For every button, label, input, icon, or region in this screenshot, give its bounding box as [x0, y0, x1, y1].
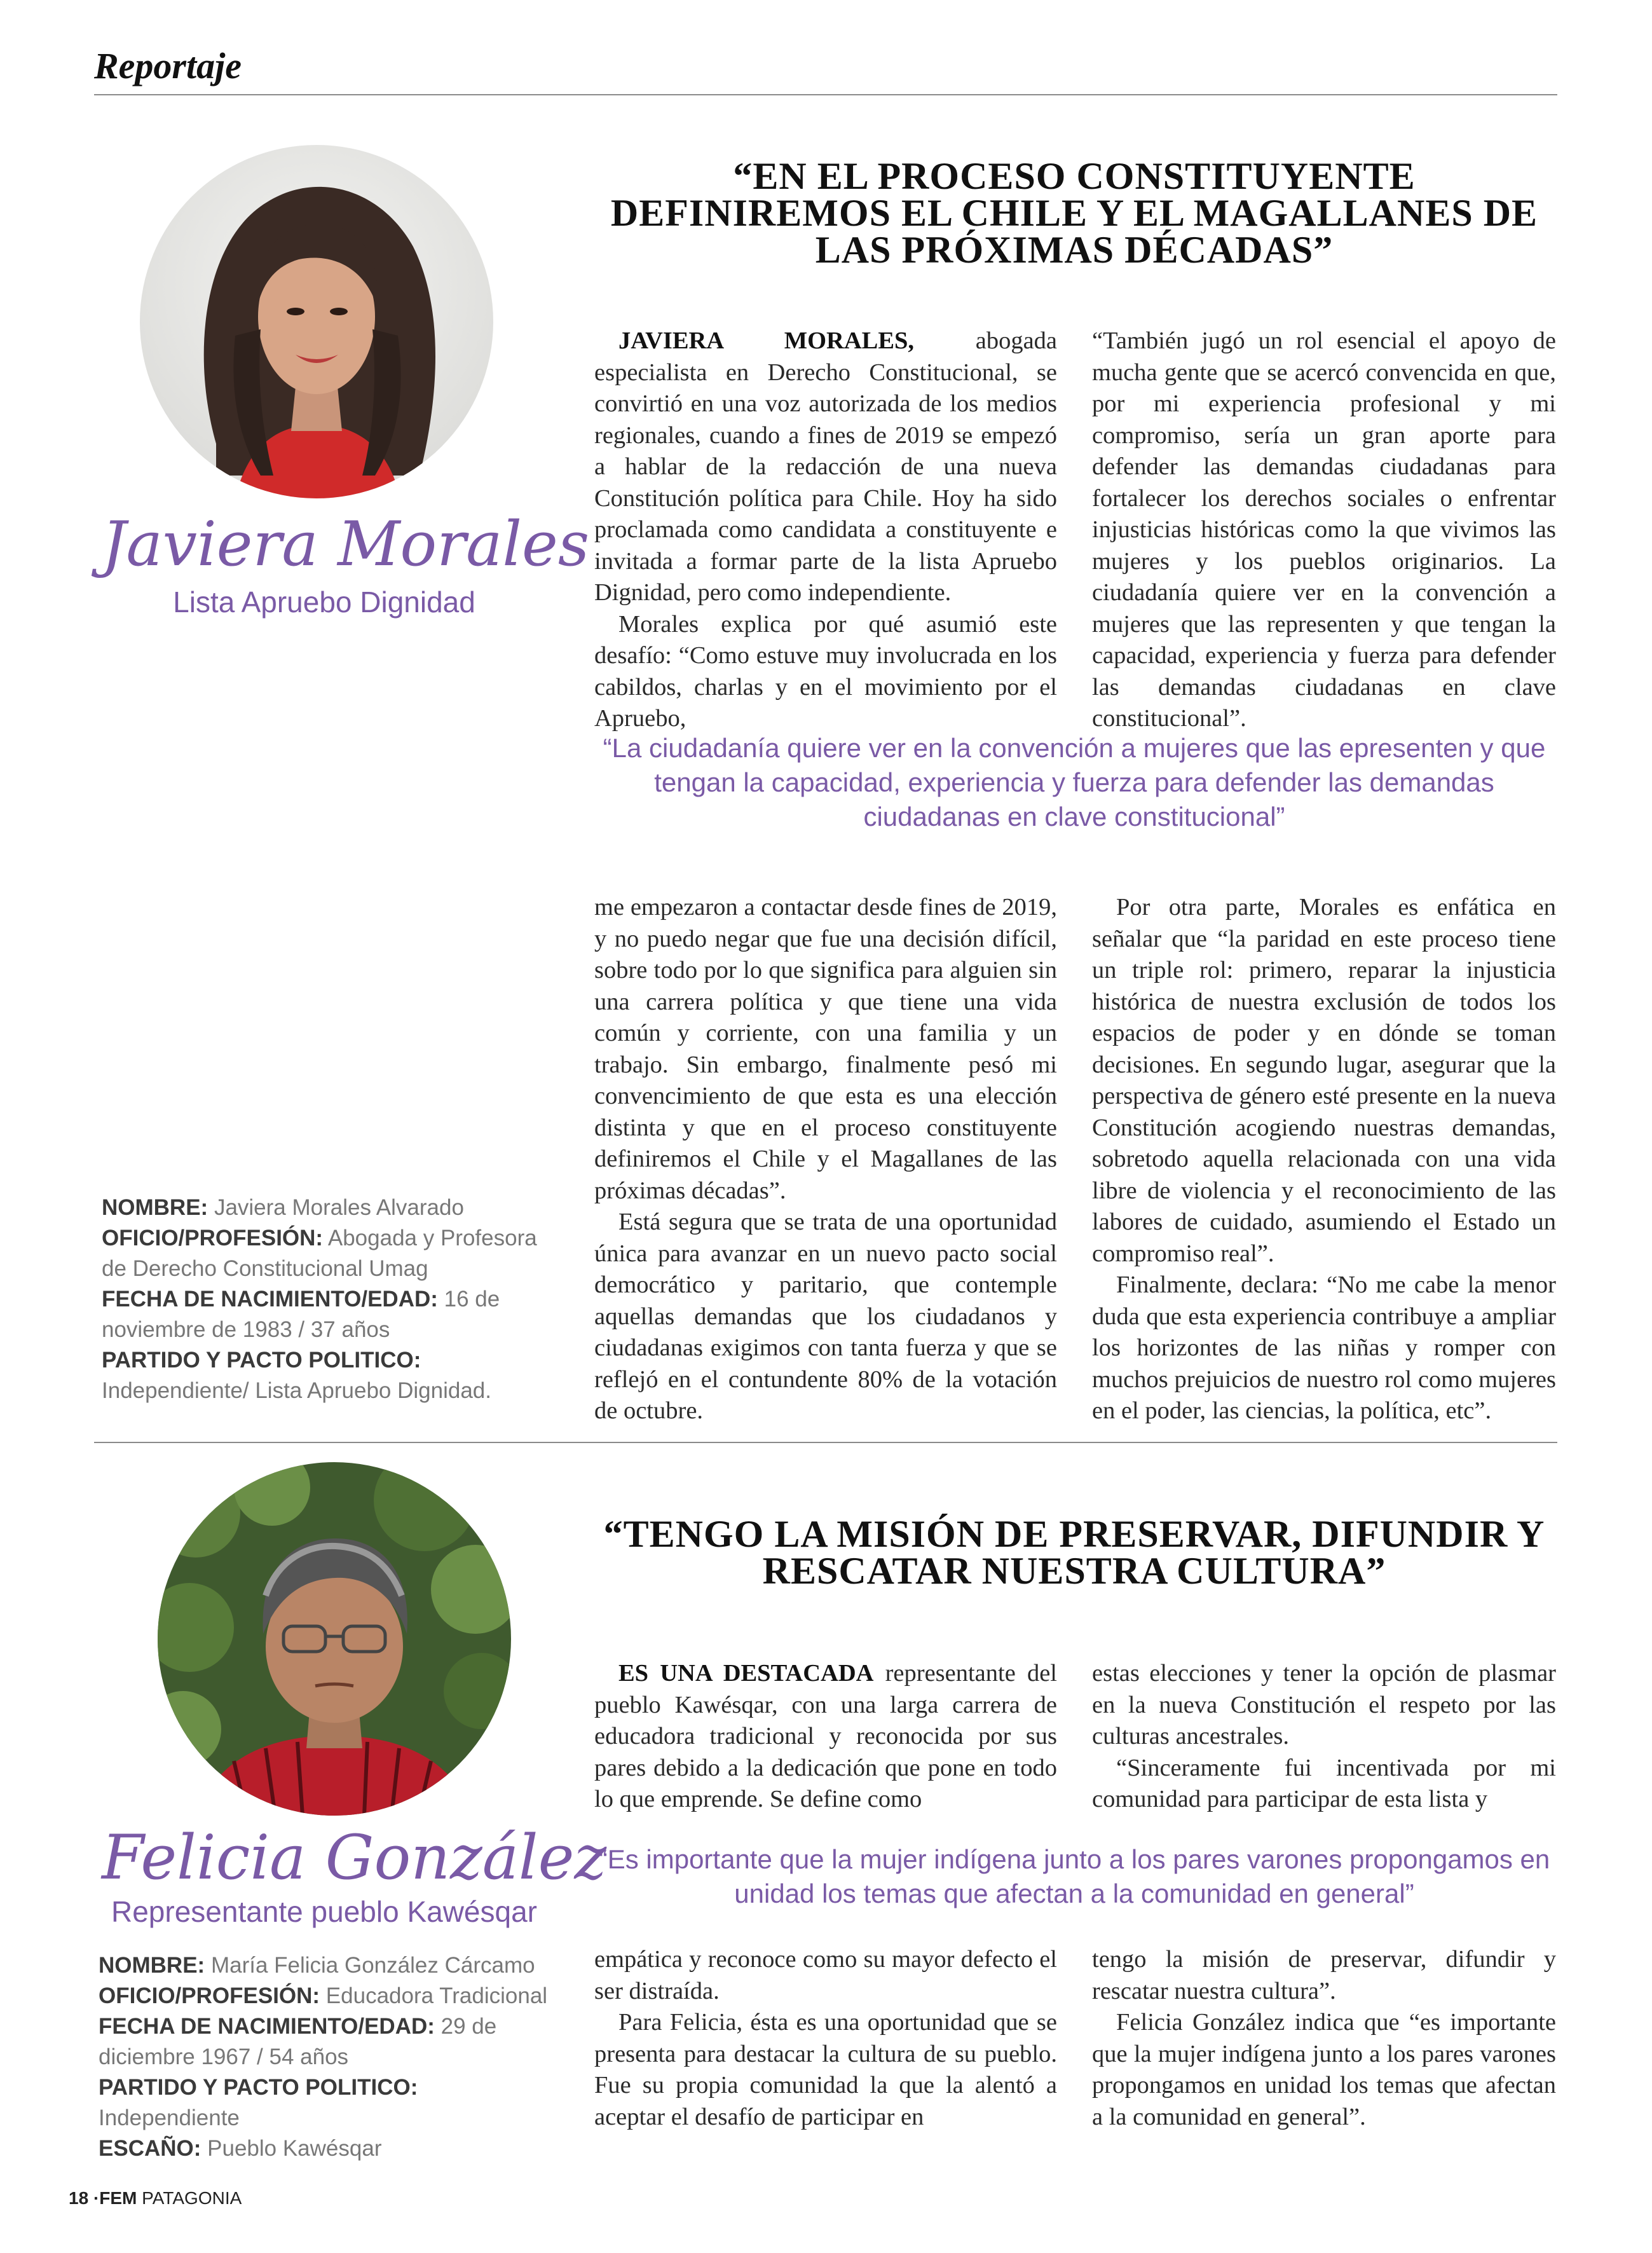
- headline-1-line-2: DEFINIREMOS EL CHILE Y EL MAGALLANES DE: [610, 192, 1538, 234]
- list-label-2: Representante pueblo Kawésqar: [111, 1895, 537, 1928]
- fact-value: Javiera Morales Alvarado: [208, 1195, 464, 1220]
- magazine-suffix: PATAGONIA: [137, 2188, 242, 2208]
- fact-key: PARTIDO Y PACTO POLITICO:: [102, 1348, 421, 1373]
- fact-row: [99, 1950, 556, 1981]
- fact-row: [99, 2072, 556, 2133]
- article2-col1-bottom: [594, 1944, 1057, 2133]
- magazine-prefix: ·FEM: [93, 2188, 137, 2208]
- section-label: Reportaje: [94, 45, 242, 86]
- section-divider: [94, 1442, 1557, 1443]
- page-footer: [69, 2188, 242, 2208]
- article1-col4-p2: Finalmente, declara: “No me cabe la menor duda que esta experiencia contribuye a ampliar los horizontes de las niñas y romper con muchos prejuicios de nuestro rol como mujeres en el poder, las ciencias, la política, etc”.: [1092, 1271, 1556, 1424]
- article1-lead: JAVIERA MORALES,: [618, 327, 915, 354]
- fact-value: Independiente/ Lista Apruebo Dignidad.: [102, 1378, 491, 1403]
- page-number: 18: [69, 2188, 89, 2208]
- portrait-photo-2: [158, 1462, 511, 1816]
- headline-2-line-1: “TENGO LA MISIÓN DE PRESERVAR, DIFUNDIR Y: [603, 1513, 1545, 1555]
- portrait-photo-1: [140, 145, 493, 498]
- pull-quote-2: “Es importante que la mujer indígena junto a los pares varones propongamos en unidad los temas que afectan a la comunidad en general”: [598, 1844, 1550, 1908]
- fact-row: [99, 2133, 556, 2164]
- article2-col3-p1: empática y reconoce como su mayor defecto el ser distraída.: [594, 1946, 1057, 2004]
- fact-row: [102, 1345, 547, 1406]
- fact-key: NOMBRE:: [102, 1195, 208, 1220]
- article1-col3-p2: Está segura que se trata de una oportunidad única para avanzar en un nuevo pacto social democrático y paritario, que contemple aquellas demandas que los ciudadanos y ciudadanas exigimos con tanta fuerza y que se reflejó en el contundente 80% de la votación de octubre.: [594, 1209, 1057, 1424]
- fact-row: [99, 1981, 556, 2011]
- article1-col4-p1: Por otra parte, Morales es enfática en señalar que “la paridad en este proceso tiene un triple rol: primero, reparar la injusticia histórica de nuestra exclusión de todos los espacios de poder y en dónde se toman decisiones. En segundo lugar, asegurar que la perspectiva de género esté presente en la nueva Constitución acogiendo nuestras demandas, sobretodo aquella relacionada con una vida libre de violencia y el reconocimiento de las labores de cuidado, asumiendo el Estado un compromiso real”.: [1092, 894, 1556, 1267]
- portrait-javiera: [140, 145, 493, 498]
- headline-2-line-2: RESCATAR NUESTRA CULTURA”: [762, 1550, 1386, 1592]
- article1-col2-bottom: [1092, 892, 1556, 1427]
- article2-col1-top: [594, 1658, 1057, 1816]
- article1-col2-top: [1092, 325, 1556, 735]
- script-name-2: Felicia González: [102, 1822, 607, 1893]
- fact-value: 29 de diciembre 1967 / 54 años: [99, 2014, 497, 2069]
- fact-value: Independiente: [99, 2106, 240, 2130]
- article2-col4-p2: Felicia González indica que “es importante que la mujer indígena junto a los pares varones propongamos en unidad los temas que afectan a la comunidad en general”.: [1092, 2009, 1556, 2130]
- fact-key: FECHA DE NACIMIENTO/EDAD:: [102, 1287, 438, 1311]
- article2-col2-top: [1092, 1658, 1556, 1816]
- header-rule: [94, 94, 1557, 95]
- facts-box-2: [99, 1950, 556, 2164]
- article2-col4-p1: tengo la misión de preservar, difundir y rescatar nuestra cultura”.: [1092, 1946, 1556, 2004]
- headline-1-line-3: LAS PRÓXIMAS DÉCADAS”: [815, 229, 1334, 271]
- fact-key: NOMBRE:: [99, 1953, 205, 1978]
- list-label-1: Lista Apruebo Dignidad: [173, 586, 475, 619]
- headline-2: [591, 1513, 1557, 1592]
- headline-1: [591, 155, 1557, 271]
- fact-row: [102, 1284, 547, 1345]
- fact-key: OFICIO/PROFESIÓN:: [99, 1983, 320, 2008]
- fact-key: OFICIO/PROFESIÓN:: [102, 1226, 324, 1250]
- fact-value: 16 de noviembre de 1983 / 37 años: [102, 1287, 500, 1342]
- article2-col2-bottom: [1092, 1944, 1556, 2133]
- fact-value: Abogada y Profesora de Derecho Constitucional Umag: [102, 1226, 537, 1281]
- article1-p2: Morales explica por qué asumió este desafío: “Como estuve muy involucrada en los cabildos, charlas y en el movimiento por el Apruebo,: [594, 610, 1057, 732]
- article2-p1: representante del pueblo Kawésqar, con una larga carrera de educadora tradicional y reconocida por sus pares debido a la dedicación que pone en todo lo que emprende. Se define como: [594, 1660, 1057, 1812]
- article1-col2-p1: “También jugó un rol esencial el apoyo de mucha gente que se acercó convencida en que, por mi experiencia profesional y mi compromiso, sería un gran aporte para defender las demandas ciudadanas para fortalecer los derechos sociales o enfrentar injusticias históricas como la que vivimos las mujeres y los pueblos originarios. La ciudadanía quiere ver en la convención a mujeres que las representen y que tengan la capacidad, experiencia y fuerza para defender las demandas ciudadanas en clave constitucional”.: [1092, 327, 1556, 732]
- fact-row: [102, 1223, 547, 1284]
- fact-key: FECHA DE NACIMIENTO/EDAD:: [99, 2014, 435, 2039]
- fact-value: Educadora Tradicional: [320, 1983, 548, 2008]
- facts-box-1: [102, 1193, 547, 1406]
- fact-key: ESCAÑO:: [99, 2136, 201, 2161]
- pull-quote-1: “La ciudadanía quiere ver en la convención a mujeres que las epresenten y que tengan la capacidad, experiencia y fuerza para defender las demandas ciudadanas en clave constitucional”: [603, 733, 1546, 832]
- headline-1-line-1: “EN EL PROCESO CONSTITUYENTE: [733, 155, 1416, 197]
- fact-value: María Felicia González Cárcamo: [205, 1953, 535, 1978]
- article2-col2-p2: “Sinceramente fui incentivada por mi comunidad para participar de esta lista y: [1092, 1754, 1556, 1812]
- article1-col3-p1: me empezaron a contactar desde fines de 2019, y no puedo negar que fue una decisión difícil, sobre todo por lo que significa para alguien sin una carrera política y que tiene una vida común y corriente, con una familia y un trabajo. Sin embargo, finalmente pesó mi convencimiento de que esta es una elección distinta y que en el proceso constituyente definiremos el Chile y el Magallanes de las próximas décadas”.: [594, 894, 1057, 1204]
- fact-value: Pueblo Kawésqar: [201, 2136, 382, 2161]
- article2-lead: ES UNA DESTACADA: [618, 1660, 874, 1687]
- script-name-1: Javiera Morales: [102, 509, 590, 580]
- fact-row: [102, 1193, 547, 1223]
- fact-key: PARTIDO Y PACTO POLITICO:: [99, 2075, 418, 2100]
- fact-row: [99, 2011, 556, 2072]
- article2-col2-p1: estas elecciones y tener la opción de plasmar en la nueva Constitución el respeto por las culturas ancestrales.: [1092, 1660, 1556, 1750]
- article1-col1-bottom: [594, 892, 1057, 1427]
- article1-p1: abogada especialista en Derecho Constitucional, se convirtió en una voz autorizada de los medios regionales, cuando a fines de 2019 se empezó a hablar de la redacción de una nueva Constitución política para Chile. Hoy ha sido proclamada como candidata a constituyente e invitada a formar parte de la lista Apruebo Dignidad, pero como independiente.: [594, 327, 1057, 606]
- portrait-felicia: [158, 1462, 511, 1816]
- article1-col1-top: [594, 325, 1057, 735]
- article2-col3-p2: Para Felicia, ésta es una oportunidad que se presenta para destacar la cultura de su pueblo. Fue su propia comunidad la que la alentó a aceptar el desafío de participar en: [594, 2009, 1057, 2130]
